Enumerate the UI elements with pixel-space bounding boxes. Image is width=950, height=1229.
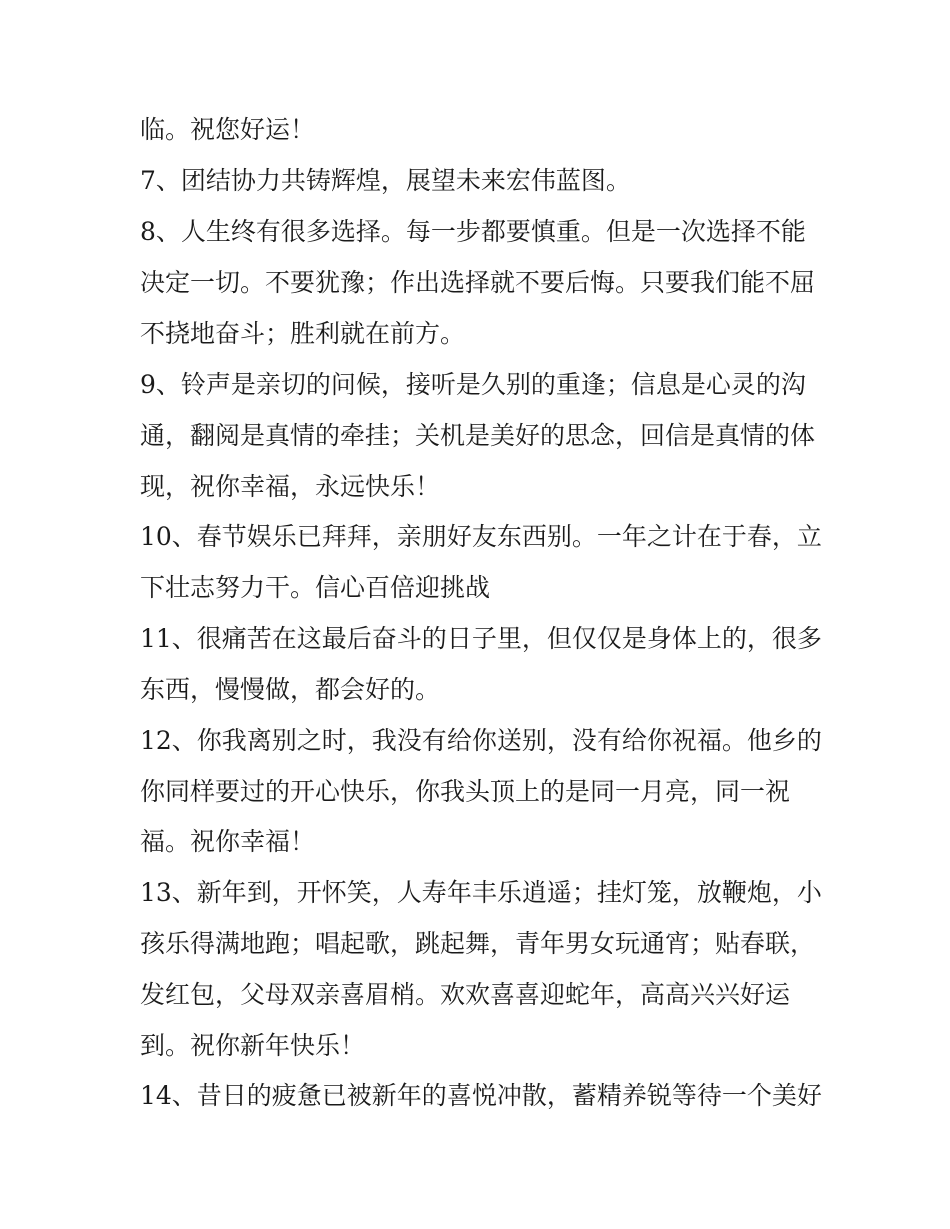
text-line: 到。祝你新年快乐！ bbox=[140, 1031, 366, 1060]
text-line: 发红包，父母双亲喜眉梢。欢欢喜喜迎蛇年，高高兴兴好运 bbox=[140, 980, 791, 1009]
text-line: 11、很痛苦在这最后奋斗的日子里，但仅仅是身体上的，很多 bbox=[140, 624, 822, 653]
text-line: 7、团结协力共铸辉煌，展望未来宏伟蓝图。 bbox=[140, 166, 631, 195]
text-line: 决定一切。不要犹豫；作出选择就不要后悔。只要我们能不屈 bbox=[140, 268, 816, 297]
text-line: 9、铃声是亲切的问候，接听是久别的重逢；信息是心灵的沟 bbox=[140, 370, 806, 399]
text-line: 孩乐得满地跑；唱起歌，跳起舞，青年男女玩通宵；贴春联， bbox=[140, 929, 816, 958]
text-line: 福。祝你幸福！ bbox=[140, 827, 316, 856]
text-line: 10、春节娱乐已拜拜，亲朋好友东西别。一年之计在于春，立 bbox=[140, 522, 822, 551]
text-line: 现，祝你幸福，永远快乐！ bbox=[140, 472, 441, 501]
text-line: 不挠地奋斗；胜利就在前方。 bbox=[140, 319, 466, 348]
text-line: 临。祝您好运！ bbox=[140, 115, 316, 144]
text-line: 8、人生终有很多选择。每一步都要慎重。但是一次选择不能 bbox=[140, 217, 806, 246]
text-line: 13、新年到，开怀笑，人寿年丰乐逍遥；挂灯笼，放鞭炮，小 bbox=[140, 878, 822, 907]
text-line: 你同样要过的开心快乐，你我头顶上的是同一月亮，同一祝 bbox=[140, 777, 791, 806]
text-line: 通，翻阅是真情的牵挂；关机是美好的思念，回信是真情的体 bbox=[140, 421, 816, 450]
text-line: 14、昔日的疲惫已被新年的喜悦冲散，蓄精养锐等待一个美好 bbox=[140, 1081, 822, 1110]
text-line: 东西，慢慢做，都会好的。 bbox=[140, 675, 441, 704]
text-line: 12、你我离别之时，我没有给你送别，没有给你祝福。他乡的 bbox=[140, 726, 822, 755]
text-line: 下壮志努力干。信心百倍迎挑战 bbox=[140, 573, 491, 602]
